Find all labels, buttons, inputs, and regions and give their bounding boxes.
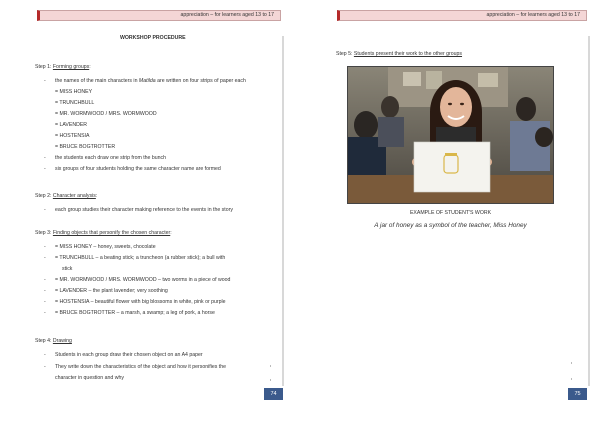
workshop-title: WORKSHOP PROCEDURE: [120, 35, 186, 41]
margin-mark: [571, 362, 572, 364]
bullet: -: [44, 166, 46, 172]
bullet: -: [44, 299, 46, 305]
margin-mark: [270, 365, 271, 367]
bullet: -: [44, 207, 46, 213]
character-name: = TRUNCHBULL: [55, 100, 95, 106]
page-edge-left: [282, 36, 284, 386]
bullet: -: [44, 255, 46, 261]
step1-heading: Step 1: Forming groups:: [35, 64, 91, 70]
object-item: = LAVENDER – the plant lavender; very soothing: [55, 288, 168, 294]
header-text-right: appreciation – for learners aged 13 to 17: [486, 12, 580, 18]
margin-mark: [270, 379, 271, 381]
character-name: = MR. WORMWOOD / MRS. WORMWOOD: [55, 111, 157, 117]
step4-heading: Step 4: Drawing: [35, 338, 72, 344]
object-item: = HOSTENSIA – beautiful flower with big blossoms in white, pink or purple: [55, 299, 226, 305]
character-name: = MISS HONEY: [55, 89, 93, 95]
object-item: = BRUCE BOGTROTTER – a marsh, a swamp; a leg of pork, a horse: [55, 310, 215, 316]
step2-heading: Step 2: Character analysis:: [35, 193, 98, 199]
step4-bullet-2-line2: character in question and why: [55, 375, 124, 381]
bullet: -: [44, 78, 46, 84]
step1-bullet-2: the students each draw one strip from the bunch: [55, 155, 167, 161]
page-number-left: 74: [264, 388, 283, 400]
step5-heading: Step 5: Students present their work to the other groups: [336, 51, 463, 57]
bullet: -: [44, 244, 46, 250]
page-edge-right: [588, 36, 590, 386]
margin-mark: [571, 378, 572, 380]
object-item: = MISS HONEY – honey, sweets, chocolate: [55, 244, 156, 250]
student-photo: [347, 66, 554, 204]
photo-caption-text: A jar of honey as a symbol of the teacher, Miss Honey: [374, 222, 527, 229]
page-number-right: 75: [568, 388, 587, 400]
header-bar-right: [337, 10, 587, 21]
bullet: -: [44, 288, 46, 294]
student-photo-graphic: [348, 67, 554, 204]
header-bar-left: [37, 10, 281, 21]
character-name: = LAVENDER: [55, 122, 88, 128]
step2-bullet-1: each group studies their character making reference to the events in the story: [55, 207, 233, 213]
right-page: [300, 0, 600, 424]
step4-bullet-1: Students in each group draw their chosen object on an A4 paper: [55, 352, 203, 358]
character-name: = BRUCE BOGTROTTER: [55, 144, 116, 150]
bullet: -: [44, 155, 46, 161]
step1-bullet-1: the names of the main characters in Matilda are written on four strips of paper each: [55, 78, 246, 84]
object-item: = TRUNCHBULL – a beating stick; a truncheon (a rubber stick); a bull with: [55, 255, 226, 261]
photo-caption-label: EXAMPLE OF STUDENT'S WORK: [409, 210, 492, 216]
step3-heading: Step 3: Finding objects that personify the chosen character:: [35, 230, 172, 236]
character-name: = HOSTENSIA: [55, 133, 90, 139]
step1-bullet-3: six groups of four students holding the same character name are formed: [55, 166, 221, 172]
bullet: -: [44, 277, 46, 283]
bullet: -: [44, 310, 46, 316]
step4-bullet-2-line1: They write down the characteristics of the object and how it personifies the: [55, 364, 226, 370]
object-item: = MR. WORMWOOD / MRS. WORMWOOD – two worms in a piece of wood: [55, 277, 231, 283]
header-text-left: appreciation – for learners aged 13 to 17: [180, 12, 274, 18]
bullet: -: [44, 364, 46, 370]
bullet: -: [44, 352, 46, 358]
object-item-continuation: stick: [62, 266, 73, 272]
